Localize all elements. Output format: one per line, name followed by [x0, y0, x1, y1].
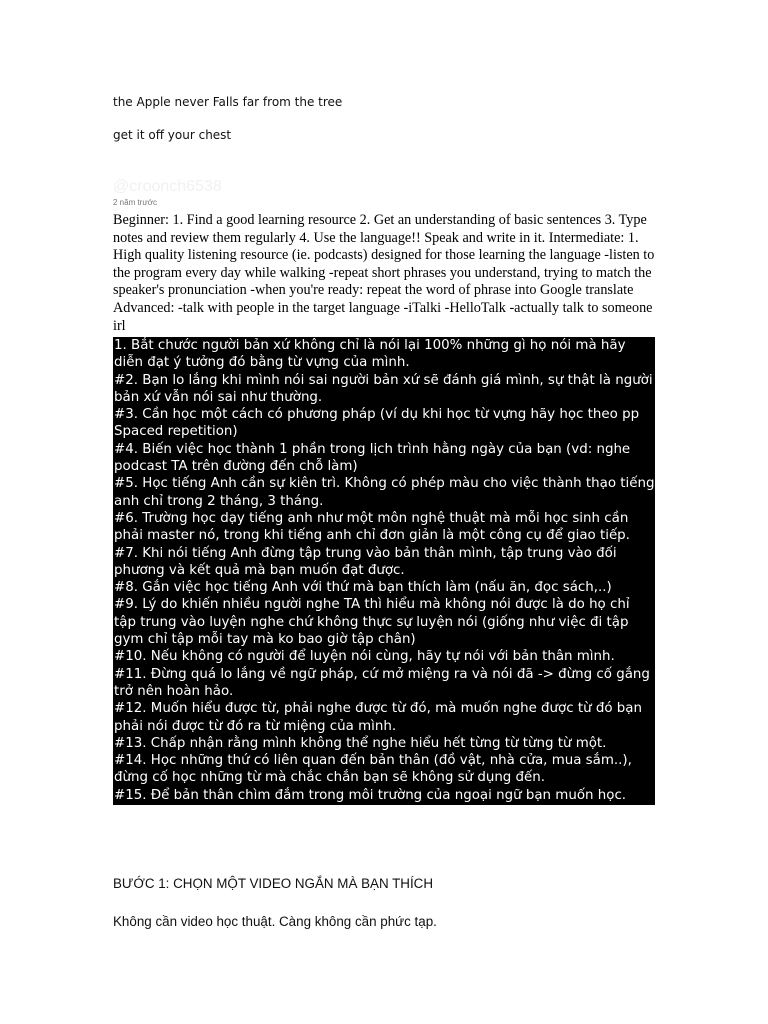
tip-item: #8. Gắn việc học tiếng Anh với thứ mà bạn thích làm (nấu ăn, đọc sách,..)	[114, 580, 612, 596]
tip-item: #7. Khi nói tiếng Anh đừng tập trung vào bản thân mình, tập trung vào đối phương và kết quả mà bạn muốn đạt được.	[114, 545, 617, 578]
tip-item: #6. Trường học dạy tiếng anh như một môn nghệ thuật mà mỗi học sinh cần phải master nó, trong khi tiếng anh chỉ đơn giản là một công cụ để giao tiếp.	[114, 510, 630, 544]
tip-item: 1. Bắt chước người bản xứ không chỉ là nói lại 100% những gì họ nói mà hãy diễn đạt ý tưởng đó bằng từ vựng của mình.	[114, 338, 626, 371]
tip-item: #2. Bạn lo lắng khi mình nói sai người bản xứ sẽ đánh giá mình, sự thật là người bản xứ vẫn nói sai như thường.	[114, 372, 653, 405]
comment-username: @croonch6538	[113, 178, 222, 195]
tip-item: #11. Đừng quá lo lắng về ngữ pháp, cứ mở miệng ra và nói đã -> đừng cố gắng trở nên hoàn hảo.	[114, 666, 650, 699]
tip-item: #14. Học những thứ có liên quan đến bản thân (đồ vật, nhà cửa, mua sắm..), đừng cố học những từ mà chắc chắn bạn sẽ không sử dụng đến.	[114, 753, 632, 786]
tip-item: #9. Lý do khiến nhiều người nghe TA thì hiểu mà không nói được là do họ chỉ tập trung vào luyện nghe chứ không thực sự luyện nói (giống như việc đi tập gym chỉ tập mỗi tay mà ko bao giờ tập chân)	[114, 597, 630, 648]
comment-text: Beginner: 1. Find a good learning resource 2. Get an understanding of basic sentences 3. Type notes and review them regularly 4. Use the language!! Speak and write in it. Intermediate: 1. High quality listening resource (ie. podcasts) designed for those learning the language -listen to the program every day while walking -repeat short phrases you understand, trying to match the speaker's pronunciation -when you're ready: repeat the word of phrase into Google translate Advanced: -talk with people in the target language -iTalki -HelloTalk -actually talk to someone irl	[113, 212, 655, 334]
step-heading: BƯỚC 1: CHỌN MỘT VIDEO NGẮN MÀ BẠN THÍCH	[113, 876, 434, 891]
tip-item: #3. Cần học một cách có phương pháp (ví dụ khi học từ vựng hãy học theo pp Spaced repetition)	[114, 407, 640, 440]
idiom-line: the Apple never Falls far from the tree	[113, 95, 343, 109]
comment-time: 2 năm trước	[113, 198, 157, 207]
tip-item: #4. Biến việc học thành 1 phần trong lịch trình hằng ngày của bạn (vd: nghe podcast TA trên đường đến chỗ làm)	[114, 441, 631, 475]
tip-item: #15. Để bản thân chìm đắm trong môi trường của ngoại ngữ bạn muốn học.	[114, 787, 627, 803]
tip-item: #5. Học tiếng Anh cần sự kiên trì. Không có phép màu cho việc thành thạo tiếng anh chỉ trong 2 tháng, 3 tháng.	[114, 476, 655, 509]
step-text: Không cần video học thuật. Càng không cần phức tạp.	[113, 914, 437, 929]
idiom-line: get it off your chest	[113, 128, 232, 142]
tip-item: #12. Muốn hiểu được từ, phải nghe được từ đó, mà muốn nghe được từ đó bạn phải nói được từ đó ra từ miệng của mình.	[114, 701, 642, 734]
tip-item: #10. Nếu không có người để luyện nói cùng, hãy tự nói với bản thân mình.	[114, 649, 615, 665]
tips-block	[113, 337, 655, 805]
tip-item: #13. Chấp nhận rằng mình không thể nghe hiểu hết từng từ từng từ một.	[114, 735, 607, 751]
